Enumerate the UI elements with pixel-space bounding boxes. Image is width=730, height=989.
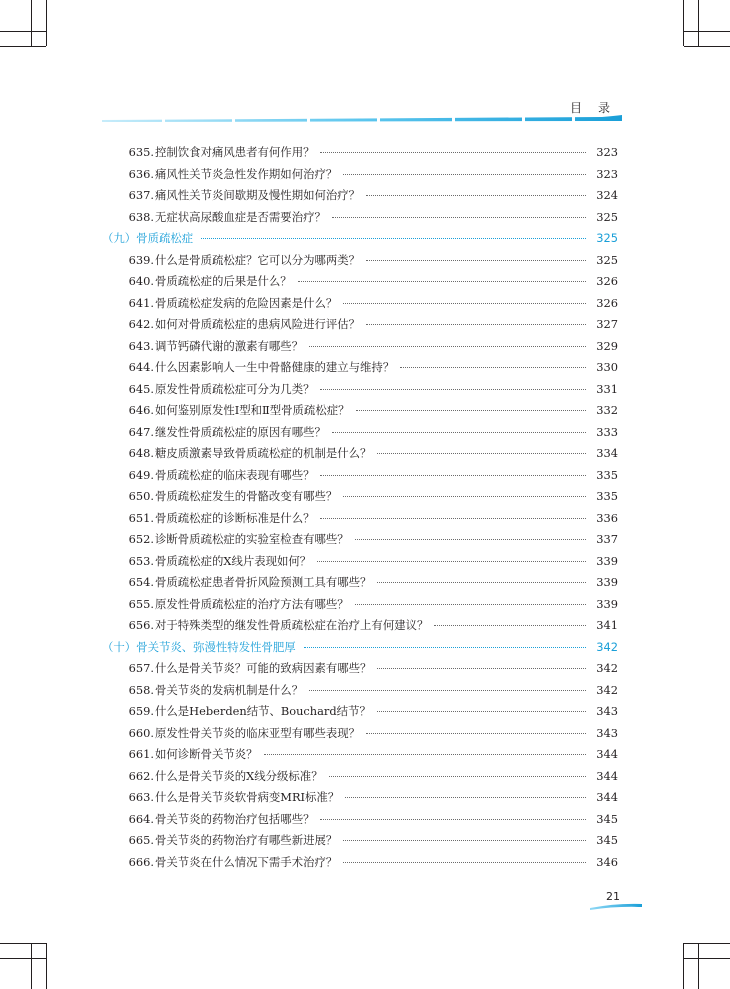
toc-entry-title: 原发性骨质疏松症的治疗方法有哪些？	[155, 596, 349, 611]
toc-section-title: （九）骨质疏松症	[102, 231, 194, 245]
toc-page-number: 335	[596, 467, 618, 482]
toc-page-number: 337	[596, 532, 618, 546]
toc-entry-number: 646.	[128, 403, 154, 417]
toc-page-number: 345	[596, 811, 618, 826]
toc-dot-leader	[343, 162, 586, 175]
toc-entry-number: 645.	[128, 381, 154, 396]
footer-decorative-band	[590, 902, 642, 910]
toc-entry-number: 636.	[128, 166, 154, 181]
toc-page-number: 327	[596, 317, 618, 331]
toc-dot-leader	[320, 377, 586, 390]
toc-entry-title: 什么是骨质疏松症？它可以分为哪两类？	[155, 252, 361, 267]
toc-dot-leader	[355, 527, 586, 540]
toc-entry-number: 665.	[128, 833, 154, 847]
toc-page-number: 343	[596, 725, 618, 740]
toc-dot-leader	[309, 334, 586, 347]
toc-entry-number: 641.	[128, 295, 154, 310]
toc-entry-title: 如何对骨质疏松症的患病风险进行评估？	[155, 317, 361, 331]
toc-page-number: 323	[596, 145, 618, 159]
toc-entry-number: 649.	[128, 467, 154, 482]
toc-page-number: 341	[596, 618, 618, 632]
toc-dot-leader	[320, 140, 586, 153]
toc-entry-title: 骨质疏松症患者骨折风险预测工具有哪些？	[155, 575, 372, 589]
toc-page-number: 326	[596, 295, 618, 310]
toc-entry-number: 656.	[128, 618, 154, 632]
toc-dot-leader	[366, 183, 586, 196]
toc-dot-leader	[320, 506, 586, 519]
toc-entry-title: 骨质疏松症的X线片表现如何？	[155, 553, 312, 568]
toc-entry-number: 659.	[128, 704, 154, 718]
toc-page-number: 339	[596, 596, 618, 611]
toc-dot-leader	[366, 248, 586, 261]
toc-page-number: 325	[596, 231, 618, 245]
toc-entry-title: 调节钙磷代谢的激素有哪些？	[155, 338, 304, 353]
toc-entry-number: 650.	[128, 489, 154, 503]
toc-entry-title: 什么是骨关节炎软骨病变MRI标准？	[155, 790, 340, 804]
toc-dot-leader	[304, 635, 586, 648]
toc-entry-title: 骨关节炎在什么情况下需手术治疗？	[155, 854, 338, 869]
toc-page-number: 339	[596, 575, 618, 589]
toc-entry-number: 660.	[128, 725, 154, 740]
toc-entry-title: 什么因素影响人一生中骨骼健康的建立与维持？	[155, 360, 395, 374]
toc-page-number: 344	[596, 747, 618, 761]
toc-entry-title: 骨质疏松症发病的危险因素是什么？	[155, 295, 338, 310]
toc-entry-title: 继发性骨质疏松症的原因有哪些？	[155, 424, 326, 439]
toc-dot-leader	[264, 742, 586, 755]
toc-entry-title: 骨质疏松症的临床表现有哪些？	[155, 467, 315, 482]
toc-entry-number: 643.	[128, 338, 154, 353]
toc-entry-title: 原发性骨质疏松症可分为几类？	[155, 381, 315, 396]
toc-entry-number: 642.	[128, 317, 154, 331]
toc-page-number: 344	[596, 768, 618, 783]
toc-page-number: 324	[596, 188, 618, 202]
toc-entry-number: 663.	[128, 790, 154, 804]
toc-entry-title: 如何诊断骨关节炎？	[155, 747, 258, 761]
toc-page-number: 339	[596, 553, 618, 568]
header-decorative-band	[102, 113, 622, 123]
toc-entry-number: 661.	[128, 747, 154, 761]
toc-page-number: 331	[596, 381, 618, 396]
toc-dot-leader	[377, 699, 586, 712]
toc-dot-leader	[343, 291, 586, 304]
toc-entry-title: 骨质疏松症的后果是什么？	[155, 274, 292, 288]
toc-dot-leader	[345, 785, 586, 798]
toc-dot-leader	[309, 678, 586, 691]
table-of-contents	[102, 143, 618, 874]
toc-dot-leader	[298, 269, 586, 282]
toc-entry-number: 653.	[128, 553, 154, 568]
toc-page-number: 330	[596, 360, 618, 374]
toc-entry-number: 639.	[128, 252, 154, 267]
toc-entry-title: 什么是Heberden结节、Bouchard结节？	[155, 704, 371, 718]
toc-entry-number: 652.	[128, 532, 154, 546]
toc-entry-title: 痛风性关节炎急性发作期如何治疗？	[155, 166, 338, 181]
toc-entry-title: 骨关节炎的发病机制是什么？	[155, 682, 304, 697]
toc-page-number: 329	[596, 338, 618, 353]
toc-entry-number: 635.	[128, 145, 154, 159]
toc-entry-number: 666.	[128, 854, 154, 869]
toc-entry-title: 骨质疏松症发生的骨骼改变有哪些？	[155, 489, 338, 503]
toc-page-number: 325	[596, 209, 618, 224]
toc-page-number: 343	[596, 704, 618, 718]
toc-page-number: 326	[596, 274, 618, 288]
toc-entry-title: 无症状高尿酸血症是否需要治疗？	[155, 209, 326, 224]
toc-dot-leader	[366, 721, 586, 734]
toc-dot-leader	[377, 656, 586, 669]
toc-dot-leader	[355, 592, 586, 605]
toc-entry-title: 骨质疏松症的诊断标准是什么？	[155, 510, 315, 525]
toc-entry-number: 647.	[128, 424, 154, 439]
toc-dot-leader	[343, 828, 586, 841]
toc-dot-leader	[201, 226, 586, 239]
toc-entry-number: 664.	[128, 811, 154, 826]
toc-entry-number: 648.	[128, 446, 154, 460]
toc-page-number: 342	[596, 639, 618, 654]
toc-entry-title: 骨关节炎的药物治疗有哪些新进展？	[155, 833, 338, 847]
toc-entry-title: 糖皮质激素导致骨质疏松症的机制是什么？	[155, 446, 372, 460]
toc-entry-number: 640.	[128, 274, 154, 288]
toc-page-number: 323	[596, 166, 618, 181]
toc-dot-leader	[329, 764, 586, 777]
toc-page-number: 334	[596, 446, 618, 460]
toc-entry-title: 诊断骨质疏松症的实验室检查有哪些？	[155, 532, 349, 546]
toc-dot-leader	[317, 549, 586, 562]
toc-entry-number: 644.	[128, 360, 154, 374]
toc-page-number: 325	[596, 252, 618, 267]
toc-page-number: 333	[596, 424, 618, 439]
toc-entry-title: 控制饮食对痛风患者有何作用？	[155, 145, 315, 159]
toc-entry-number: 658.	[128, 682, 154, 697]
toc-entry-title: 如何鉴别原发性Ⅰ型和Ⅱ型骨质疏松症？	[155, 403, 350, 417]
toc-dot-leader	[434, 613, 586, 626]
toc-page-number: 344	[596, 790, 618, 804]
toc-dot-leader	[343, 850, 586, 863]
toc-section-title: （十）骨关节炎、弥漫性特发性骨肥厚	[102, 639, 296, 654]
toc-page-number: 342	[596, 682, 618, 697]
toc-page-number: 335	[596, 489, 618, 503]
toc-entry-number: 637.	[128, 188, 154, 202]
toc-page-number: 336	[596, 510, 618, 525]
toc-entry-title: 对于特殊类型的继发性骨质疏松症在治疗上有何建议？	[155, 618, 429, 632]
toc-entry-number: 654.	[128, 575, 154, 589]
toc-entry-number: 651.	[128, 510, 154, 525]
toc-entry-title: 什么是骨关节炎的X线分级标准？	[155, 768, 323, 783]
toc-dot-leader	[400, 355, 586, 368]
toc-dot-leader	[377, 441, 586, 454]
toc-entry-number: 657.	[128, 661, 154, 675]
toc-page-number: 346	[596, 854, 618, 869]
toc-dot-leader	[366, 312, 586, 325]
toc-dot-leader	[320, 807, 586, 820]
toc-dot-leader	[377, 570, 586, 583]
toc-dot-leader	[332, 205, 586, 218]
toc-dot-leader	[343, 484, 586, 497]
toc-entry[interactable]	[102, 853, 618, 875]
page-number: 21	[606, 890, 620, 903]
toc-entry-title: 骨关节炎的药物治疗包括哪些？	[155, 811, 315, 826]
toc-entry-title: 痛风性关节炎间歇期及慢性期如何治疗？	[155, 188, 361, 202]
toc-dot-leader	[356, 398, 587, 411]
toc-entry-number: 655.	[128, 596, 154, 611]
toc-entry-title: 原发性骨关节炎的临床亚型有哪些表现？	[155, 725, 361, 740]
toc-entry-title: 什么是骨关节炎？可能的致病因素有哪些？	[155, 661, 372, 675]
toc-page-number: 342	[596, 661, 618, 675]
running-header-title: 目录	[569, 101, 626, 115]
toc-page-number: 345	[596, 833, 618, 847]
toc-page-number: 332	[596, 403, 618, 417]
toc-entry-number: 662.	[128, 768, 154, 783]
toc-dot-leader	[332, 420, 586, 433]
toc-entry-number: 638.	[128, 209, 154, 224]
toc-dot-leader	[320, 463, 586, 476]
